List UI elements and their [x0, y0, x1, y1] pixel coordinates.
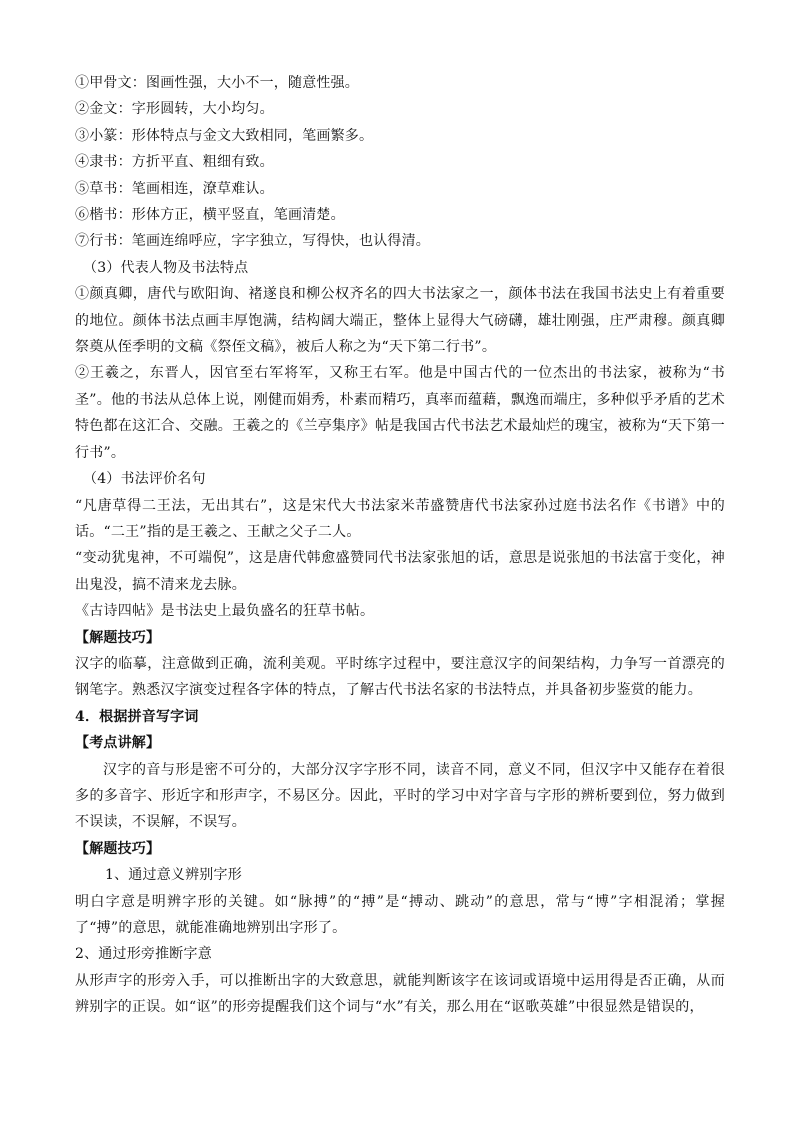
tip-1-title: 1、通过意义辨别字形	[105, 867, 242, 884]
tips-heading-1: 【解题技巧】	[75, 629, 161, 646]
paragraph-quote-1: “凡唐草得二王法，无出其右”，这是宋代大书法家米芾盛赞唐代书法家孙过庭书法名作《书谱》中的话。“二王”指的是王羲之、王献之父子二人。	[75, 497, 725, 540]
paragraph-yan-zhenqing: ①颜真卿，唐代与欧阳询、褚遂良和柳公权齐名的四大书法家之一，颜体书法在我国书法史上有着重要的地位。颜体书法点画丰厚饱满，结构阔大端正，整体上显得大气磅礴，雄壮刚强，庄严肃穆。颜真卿祭奠从侄季明的文稿《祭侄文稿》，被后人称之为“天下第二行书”。	[75, 286, 725, 356]
paragraph-quote-2: “变动犹鬼神，不可端倪”，这是唐代韩愈盛赞同代书法家张旭的话，意思是说张旭的书法富于变化，神出鬼没，搞不清来龙去脉。	[75, 550, 725, 593]
script-type-regular: ⑥楷书：形体方正，横平竖直，笔画清楚。	[75, 207, 345, 224]
paragraph-quote-3: 《古诗四帖》是书法史上最负盛名的狂草书帖。	[75, 603, 375, 620]
tips-heading-2: 【解题技巧】	[75, 840, 161, 857]
section-4-heading: （4）书法评价名句	[83, 471, 206, 488]
script-type-running: ⑦行书：笔画连绵呼应，字字独立，写得快，也认得清。	[75, 233, 430, 250]
section-3-heading: （3）代表人物及书法特点	[83, 259, 249, 276]
script-type-clerical: ④隶书：方折平直、粗细有致。	[75, 154, 274, 171]
paragraph-tip-1: 明白字意是明辨字形的关键。如“脉搏”的“搏”是“搏动、跳动”的意思，常与“博”字相混淆；掌握了“搏”的意思，就能准确地辨别出字形了。	[75, 893, 725, 936]
script-type-cursive: ⑤草书：笔画相连，潦草难认。	[75, 180, 274, 197]
paragraph-wang-xizhi: ②王羲之，东晋人，因官至右军将军，又称王右军。他是中国古代的一位杰出的书法家，被称为“书圣”。他的书法从总体上说，刚健而娟秀，朴素而精巧，真率而蕴藉，飘逸而端庄，多种似乎矛盾的艺术特色都在这汇合、交融。王羲之的《兰亭集序》帖是我国古代书法艺术最灿烂的瑰宝，被称为“天下第一行书”。	[75, 365, 725, 461]
tip-2-title: 2、通过形旁推断字意	[75, 946, 212, 963]
section-title-4: 4．根据拼音写字词	[75, 708, 199, 725]
paragraph-tips-1: 汉字的临摹，注意做到正确，流利美观。平时练字过程中，要注意汉字的间架结构，力争写一首漂亮的钢笔字。熟悉汉字演变过程各字体的特点，了解古代书法名家的书法特点，并具备初步鉴赏的能力。	[75, 655, 725, 699]
document-page	[75, 70, 725, 1021]
paragraph-tip-2: 从形声字的形旁入手，可以推断出字的大致意思，就能判断该字在该词或语境中运用得是否正确，从而辨别字的正误。如“讴”的形旁提醒我们这个词与“水”有关，那么用在“讴歌英雄”中很显然是错误的，	[75, 972, 725, 1016]
script-type-oracle: ①甲骨文：图画性强，大小不一，随意性强。	[75, 75, 359, 91]
paragraph-points: 汉字的音与形是密不可分的，大部分汉字字形不同，读音不同，意义不同，但汉字中又能存在着很多的多音字、形近字和形声字，不易区分。因此，平时的学习中对字音与字形的辨析要到位，努力做到不误读，不误解，不误写。	[75, 761, 725, 831]
script-type-small-seal: ③小篆：形体特点与金文大致相同，笔画繁多。	[75, 127, 374, 144]
script-type-bronze: ②金文：字形圆转，大小均匀。	[75, 101, 274, 118]
points-heading: 【考点讲解】	[75, 735, 161, 752]
